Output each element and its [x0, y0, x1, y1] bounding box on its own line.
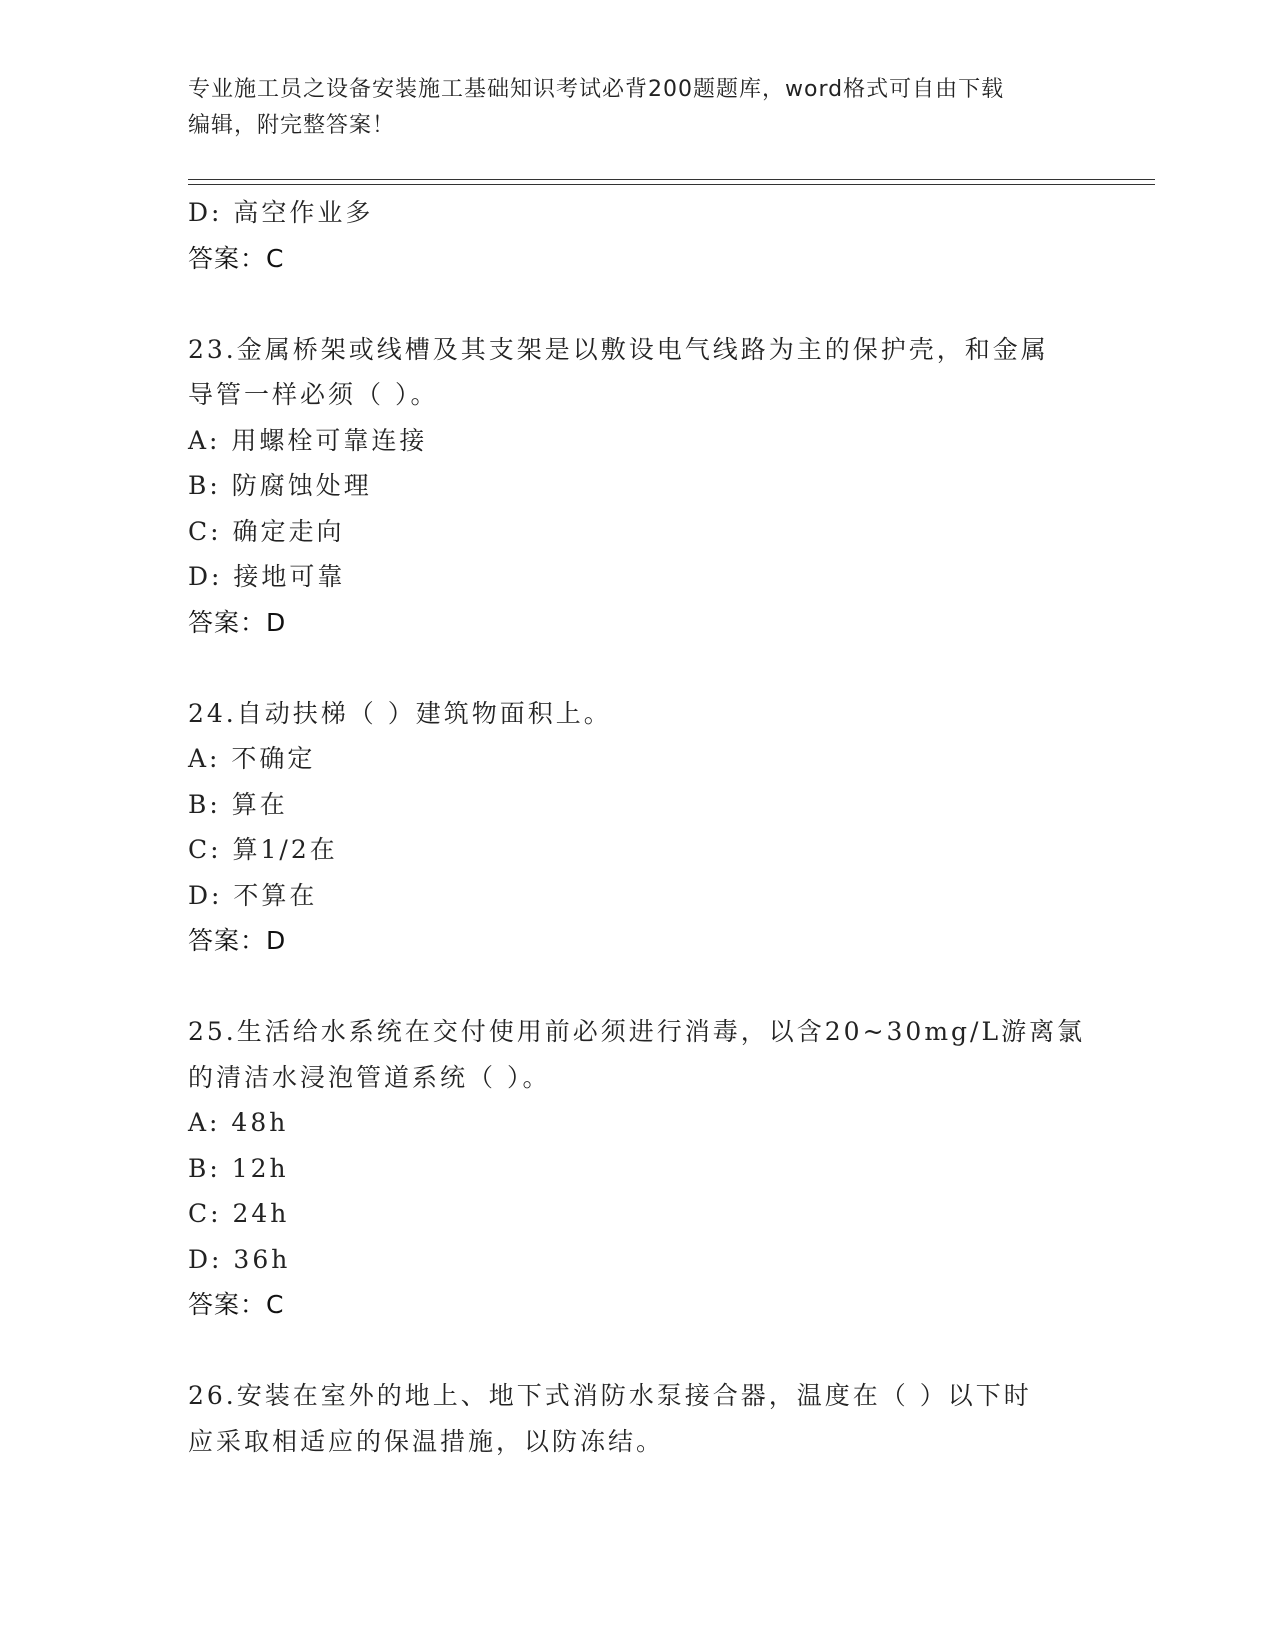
option-d: D: 接地可靠 — [188, 562, 346, 591]
option-d: D: 不算在 — [188, 880, 318, 910]
question-stem-line: 导管一样必须（ ）。 — [188, 380, 439, 409]
document-header — [188, 72, 1088, 144]
prev-question-option-d: D: 高空作业多 — [188, 198, 374, 227]
header-title-line-1: 专业施工员之设备安装施工基础知识考试必背200题题库，word格式可自由下载 — [188, 77, 1005, 102]
option-d: D: 36h — [188, 1244, 291, 1274]
question-26 — [188, 1373, 1088, 1464]
question-stem-line: 的清洁水浸泡管道系统（ ）。 — [188, 1062, 551, 1092]
spacer — [188, 281, 1088, 327]
option-a: A: 48h — [188, 1108, 289, 1137]
question-25 — [188, 1009, 1088, 1328]
option-c: C: 24h — [188, 1199, 290, 1228]
option-a: A: 不确定 — [188, 744, 316, 773]
prev-question-answer: 答案：C — [188, 243, 285, 273]
header-title-line-2: 编辑，附完整答案！ — [188, 113, 396, 138]
option-b: B: 12h — [188, 1153, 289, 1183]
question-content — [188, 190, 1088, 1464]
question-stem-line: 25.生活给水系统在交付使用前必须进行消毒，以含20~30mg/L游离氯 — [188, 1017, 1086, 1046]
question-stem-line: 23.金属桥架或线槽及其支架是以敷设电气线路为主的保护壳，和金属 — [188, 334, 1049, 364]
spacer — [188, 1328, 1088, 1374]
answer-line: 答案：C — [188, 1290, 285, 1319]
option-b: B: 算在 — [188, 789, 288, 819]
answer-line: 答案：D — [188, 926, 287, 955]
spacer — [188, 645, 1088, 691]
header-divider-bottom — [188, 184, 1155, 185]
option-c: C: 确定走向 — [188, 516, 345, 546]
option-b: B: 防腐蚀处理 — [188, 471, 372, 500]
option-a: A: 用螺栓可靠连接 — [188, 425, 428, 455]
question-stem-line: 26.安装在室外的地上、地下式消防水泵接合器，温度在（ ）以下时 — [188, 1381, 1032, 1410]
header-divider-top — [188, 179, 1155, 180]
question-stem-line: 24.自动扶梯（ ）建筑物面积上。 — [188, 698, 612, 728]
question-23 — [188, 327, 1088, 646]
question-24 — [188, 691, 1088, 964]
answer-line: 答案：D — [188, 607, 287, 637]
spacer — [188, 964, 1088, 1010]
option-c: C: 算1/2在 — [188, 835, 338, 864]
question-stem-line: 应采取相适应的保温措施，以防冻结。 — [188, 1426, 665, 1456]
